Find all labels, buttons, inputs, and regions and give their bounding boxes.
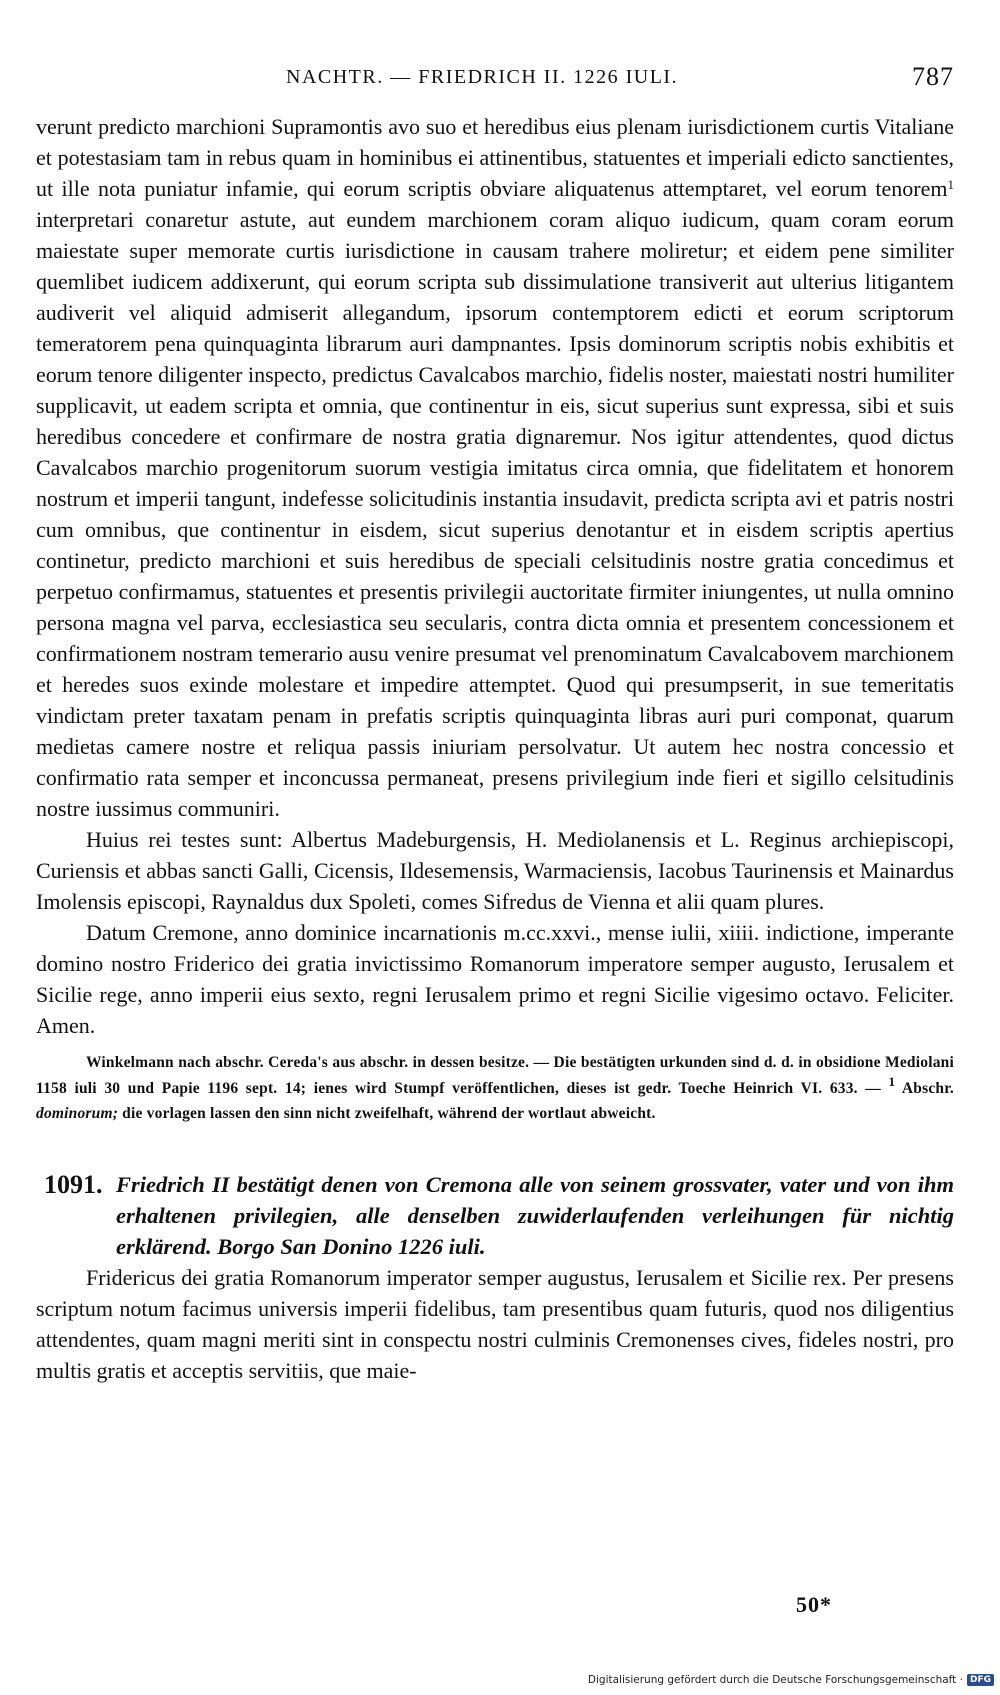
document-entry	[36, 1169, 954, 1262]
main-text	[36, 111, 954, 1386]
footnote-marker: 1	[947, 177, 954, 192]
entry-number: 1091.	[44, 1169, 103, 1199]
digitization-footer	[588, 1674, 994, 1686]
signature-mark: 50*	[796, 1592, 832, 1617]
text-span: verunt predicto marchioni Supramontis avo suo et heredibus eius plenam iurisdictionem curtis Vitaliane et potestasiam tam in rebus quam in hominibus ei attinentibus, statuentes et imperiali edicto sanctientes, ut ille nota puniatur infamie, qui eorum scriptis obviare aliquatenus attemptaret, vel eorum tenorem	[36, 114, 954, 201]
paragraph-witnesses: Huius rei testes sunt: Albertus Madeburgensis, H. Mediolanensis et L. Reginus archiepiscopi, Curiensis et abbas sancti Galli, Cicensis, Ildesemensis, Warmaciensis, Iacobus Taurinensis et Mainardus Imolensis episcopi, Raynaldus dux Spoleti, comes Sifredus de Vienna et alii quam plures.	[36, 827, 954, 914]
note-footnote-marker: 1	[888, 1073, 896, 1089]
entry-summary: Friedrich II bestätigt denen von Cremona alle von seinem grossvater, vater und von ihm erhaltenen privilegien, alle denselben zuwiderlaufenden verleihungen für nichtig erklärend. Borgo San Donino 1226 iuli.	[116, 1171, 954, 1259]
note-text: die vorlagen lassen den sinn nicht zweifelhaft, während der wortlaut abweicht.	[118, 1105, 656, 1122]
text-span: interpretari conaretur astute, aut eundem marchionem coram aliquo iudicum, quam coram eorum maiestate super memorate curtis iurisdictione in causam trahere moliretur; et eidem pene similiter quemlibet iudicem addixerunt, qui eorum scripta sub dissimulatione transiverit aut ulterius litigantem audiverit vel aliquid admiserit allegandum, ipsorum contemptorem edicti et eorum scriptorum temeratorem pena quinquaginta librarum auri dampnantes. Ipsis dominorum scriptis nobis exhibitis et eorum tenore diligenter inspecto, predictus Cavalcabos marchio, fidelis noster, maiestati nostri humiliter supplicavit, ut eadem scripta et omnia, que continentur in eis, sicut superius sunt expressa, sibi et suis heredibus concedere et confirmare de nostra gratia dignaremur. Nos igitur attendentes, quod dictus Cavalcabos marchio progenitorum suorum vestigia imitatus circa omnia, que fidelitatem et honorem nostrum et imperii tangunt, indefesse solicitudinis instantia insudavit, predicta scripta avi et patris nostri cum omnibus, que continentur in eisdem, sicut superius denotantur et in eisdem scriptis apertius continetur, predicto marchioni et suis heredibus de speciali celsitudinis nostre gratia concedimus et perpetuo confirmamus, statuentes et presentis privilegii auctoritate firmiter iniungentes, ut nulla omnino persona magna vel parva, ecclesiastica seu secularis, contra dicta omnia et presentem concessionem et confirmationem nostram temerario ausu venire presumat vel prenominatum Cavalcabovem marchionem et heredes suos exinde molestare et impedire attemptet. Quod qui presumpserit, in sue temeritatis vindictam preter taxatam penam in prefatis scriptis quinquaginta libras auri puri componat, quarum medietas camere nostre et reliqua passis iniuriam persolvatur. Ut autem hec nostra concessio et confirmatio rata semper et inconcussa permaneat, presens privilegium inde fieri et sigillo celsitudinis nostre iussimus communiri.	[36, 207, 954, 821]
footer-credit: Digitalisierung gefördert durch die Deutsche Forschungsgemeinschaft ·	[587, 1674, 963, 1686]
editorial-notes	[36, 1050, 954, 1127]
page-number: 787	[912, 62, 954, 91]
note-italic: dominorum;	[36, 1105, 119, 1122]
paragraph-dating: Datum Cremone, anno dominice incarnationis m.cc.xxvi., mense iulii, xiiii. indictione, imperante domino nostro Friderico dei gratia invictissimo Romanorum imperatore semper augusto, Ierusalem et Sicilie rege, anno imperii eius sexto, regni Ierusalem primo et regni Sicilie vigesimo octavo. Feliciter. Amen.	[36, 920, 954, 1038]
dfg-logo: DFG	[967, 1674, 994, 1686]
note-text: Winkelmann nach abschr. Cereda's aus abschr. in dessen besitze. — Die bestätigten urkunden sind d. d. in obsidione Mediolani 1158 iuli 30 und Papie 1196 sept. 14; ienes wird Stumpf veröffentlichen, dieses ist gedr. Toeche Heinrich VI. 633. —	[36, 1054, 954, 1097]
note-text: Abschr.	[895, 1079, 954, 1097]
running-title: NACHTR. — FRIEDRICH II. 1226 IULI.	[286, 66, 679, 88]
paragraph-continuation	[36, 111, 954, 824]
page-header	[36, 60, 954, 94]
entry-text: Fridericus dei gratia Romanorum imperator semper augustus, Ierusalem et Sicilie rex. Per presens scriptum notum facimus universis imperii fidelibus, tam presentibus quam futuris, quod nos diligentius attendentes, quam magni meriti sint in conspectu nostri culminis Cremonenses cives, fideles nostri, pro multis gratis et acceptis servitiis, que maie-	[36, 1264, 954, 1383]
